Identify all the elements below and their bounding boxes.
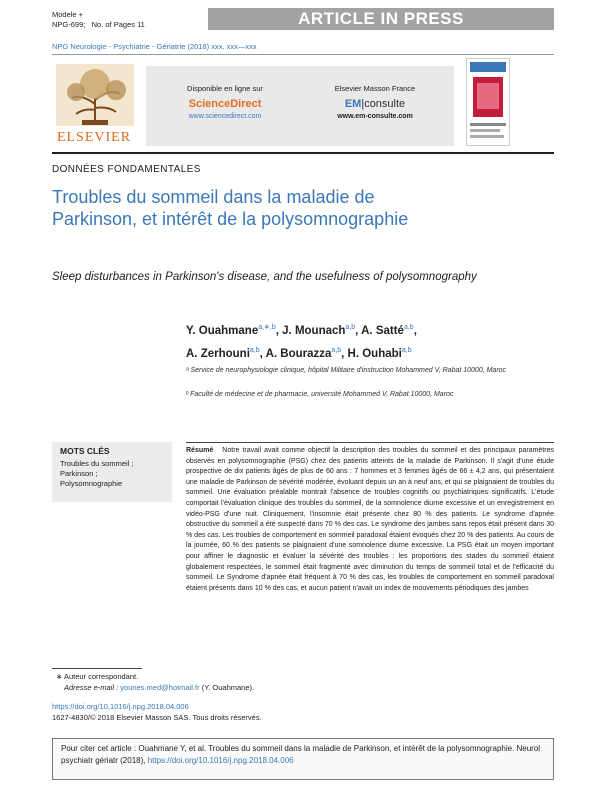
- citation-text: Pour citer cet article : Ouahmane Y, et al. Troubles du sommeil dans la maladie de Parkinson, et intérêt de la polysomnographie. Neurol psychiatr gériatr (2018),: [61, 744, 541, 765]
- article-title: Troubles du sommeil dans la maladie de Parkinson, et intérêt de la polysomnographie: [52, 187, 409, 229]
- journal-cover-icon: [467, 59, 509, 145]
- article-in-press-banner: ARTICLE IN PRESS: [208, 8, 554, 30]
- author[interactable]: A. Bourazza$^{a,b}$: [265, 346, 342, 360]
- elsevier-wordmark: ELSEVIER: [56, 130, 132, 145]
- elsevier-tree-icon: [52, 64, 142, 130]
- article-meta: [52, 10, 145, 30]
- author[interactable]: A. Satté$^{a,b}$: [361, 324, 414, 337]
- keywords-box: [52, 442, 172, 502]
- citation-box: [52, 738, 554, 780]
- keywords-heading: MOTS CLÉS: [60, 446, 110, 456]
- keyword: Troubles du sommeil ;: [60, 459, 134, 468]
- author-list: Y. Ouahmane$^{a,∗,b}$, J. Mounach$^{a,b}$, A. Satté$^{a,b}$, A. Zerhouni$^{a,b}$, A. Bourazza$^{a,b}$, H. Ouhabi$^{a,b}$: [186, 324, 417, 360]
- author[interactable]: A. Zerhouni$^{a,b}$: [186, 346, 260, 360]
- keyword: Polysomnographie: [60, 479, 123, 488]
- emconsulte-panel: [300, 84, 450, 120]
- affiliation-a: ᵃ Service de neurophysiologie clinique, hôpital Militaire d'instruction Mohammed V, Rabat 10000, Maroc: [186, 367, 507, 374]
- abstract-divider: [186, 442, 554, 443]
- available-online-label: Disponible en ligne sur: [187, 84, 263, 93]
- keyword: Parkinson ;: [60, 469, 98, 478]
- doi-link[interactable]: https://doi.org/10.1016/j.npg.2018.04.006: [52, 702, 189, 711]
- publisher-box: [146, 66, 454, 146]
- sciencedirect-logo: ScienceDirect: [188, 98, 262, 110]
- page-count: No. of Pages 11: [91, 20, 145, 29]
- citation-doi-link[interactable]: https://doi.org/10.1016/j.npg.2018.04.006: [147, 756, 294, 765]
- abstract-text: Notre travail avait comme objectif la description des troubles du sommeil et des principaux paramètres observés en polysomnographie (PSG) chez des patients atteints de la maladie de Parkinson. Il s'agit d'une étude prospective de dix patients âgés de plus de 60 ans : 7 hommes et 3 femmes âgés de 66 ± 4,2 ans, qui présentaient une maladie de Parkinson de sévérité modérée, évoluant depuis un an à neuf ans, et qui se plaignaient de troubles du sommeil. Une évaluation préalable montrait l'absence de troubles cognitifs ou psychiatriques significatifs. L'étude comportait l'évaluation clinique des troubles du sommeil, de la somnolence diurne excessive et un enregistrement en vidéo-PSG d'une nuit. Cliniquement, l'insomnie était présente chez 80 % des patients. Le syndrome d'apnée obstructive du sommeil a été suspecté dans 70 % des cas. Le syndrome des jambes sans repos était présent dans 30 % des cas. Les troubles de comportement en sommeil paradoxal étaient évoqués chez 20 % des patients. Au cours de la journée, 60 % des patients se plaignaient d'une somnolence diurne excessive. La PSG était un moyen important pour affiner le diagnostic et évaluer la sévérité des troubles : les proportions des stades du sommeil étaient globalement respectées, le sommeil était fragmenté avec diminution du temps de sommeil total et de l'efficacité du sommeil. Le Syndrome d'apnée était fréquent à 70 % des cas, les troubles de comportement en sommeil paradoxal étaient présents dans 10 % des cas, et aucun patient n'avait un index de mouvements périodiques des jambes: [186, 447, 554, 592]
- affiliation-b: ᵇ Faculté de médecine et de pharmacie, université Mohammed V, Rabat 10000, Maroc: [186, 391, 454, 398]
- author[interactable]: H. Ouhabi$^{a,b}$: [347, 346, 412, 360]
- header-divider: [52, 54, 554, 55]
- journal-reference[interactable]: NPG Neurologie - Psychiatrie - Gériatrie (2018) xxx, xxx—xxx: [52, 42, 257, 51]
- sciencedirect-panel: [150, 84, 300, 120]
- email-link[interactable]: younes.med@hotmail.fr: [120, 683, 200, 692]
- elsevier-masson-label: Elsevier Masson France: [334, 84, 416, 93]
- header-rule: [52, 152, 554, 154]
- article-code: NPG-699;: [52, 20, 86, 29]
- author[interactable]: Y. Ouahmane$^{a,∗,b}$: [186, 324, 276, 337]
- model-label: Modele +: [52, 10, 84, 19]
- article-section: DONNÉES FONDAMENTALES: [52, 164, 201, 175]
- abstract-label: Résumé: [186, 447, 214, 454]
- footnote-divider: [52, 668, 142, 669]
- corresponding-author-note: ∗ Auteur correspondant.: [56, 672, 139, 681]
- emconsulte-link[interactable]: www.em-consulte.com: [337, 113, 413, 120]
- copyright: 1627-4830/© 2018 Elsevier Masson SAS. Tous droits réservés.: [52, 713, 262, 722]
- emconsulte-logo: EM|consulte: [344, 98, 406, 110]
- sciencedirect-link[interactable]: www.sciencedirect.com: [188, 113, 262, 120]
- email-note: Adresse e-mail : younes.med@hotmail.fr (Y. Ouahmane).: [64, 683, 255, 692]
- author[interactable]: J. Mounach$^{a,b}$: [282, 324, 356, 337]
- journal-cover-image: [466, 58, 510, 146]
- abstract: [186, 446, 554, 594]
- english-title: Sleep disturbances in Parkinson's disease, and the usefulness of polysomnography: [52, 271, 477, 283]
